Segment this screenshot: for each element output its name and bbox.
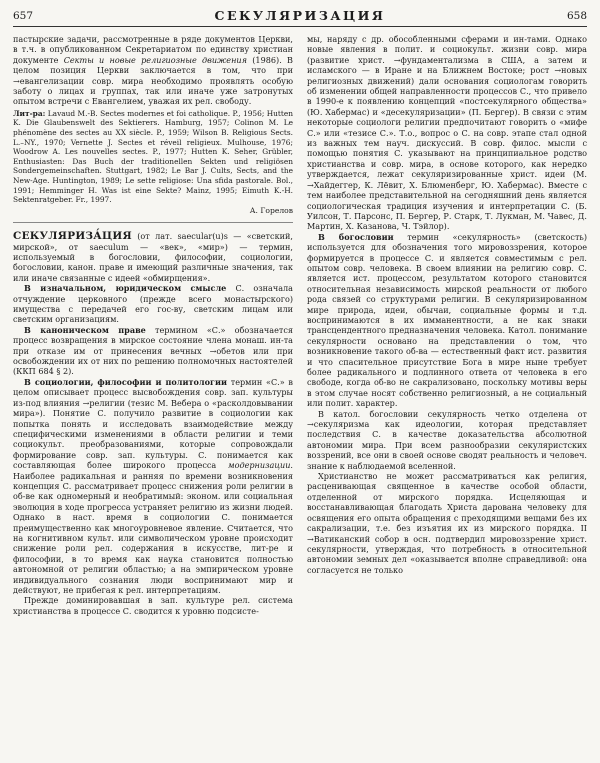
section-paragraph: [13, 325, 293, 377]
paragraph: Христианство не может рассматриваться как религия, расценивающая священное в качестве особой области, отделенной от мирского порядка. Исцеляющая и восстанавливающая благодать Христа дарована человеку для освящения его опыта обращения с преходящими вещами без их сакрализации, т.е. без изъятия их из мирского порядка. II →Ватиканский собор в осн. подтвердил мировоззрение христ. секулярности, утверждая, что потребность в относительной автономии земных дел «оказывается вполне справедливой: она согласуется не только: [307, 471, 587, 575]
page-number-left: 657: [13, 10, 34, 22]
text-run: термин «С.» в целом описывает процесс высвобождения совр. зап. культуры из-под влияния →религии (тезис М. Вебера о «расколдовывании мира»). Понятие С. получило развитие в социологии как попытка понять и исследовать взаимодействие между специфическими изменениями в области религии и теми социокульт. преобразованиями, которые сопровождали формирование совр. зап. культуры. С. понимается как составляющая более широкого процесса: [13, 376, 293, 471]
left-column: [13, 34, 293, 616]
section-heading: В богословии: [318, 231, 394, 242]
article-author: А. Горелов: [249, 205, 293, 215]
section-heading: В изначальном, юридическом смысле: [24, 283, 227, 294]
text-run: С. означала отчуждение церковного (прежде всего монастырского) имущества с передачей его гос-ву, светским лицам или светским организациям.: [13, 283, 293, 325]
running-header: [13, 8, 587, 27]
section-paragraph: [13, 377, 293, 596]
text-run: (1986). В целом позиция Церкви заключается в том, что при →евангелизации совр. мира необходимо проявлять особую заботу о лицах и группах, так или иначе уже затронутых опытом встречи с Евангелием, уважая их рел. свободу.: [13, 54, 293, 107]
text-run: (от лат. saecular(u)s — «светский, мирской», от saeculum — «век», «мир») — термин, используемый в богословии, философии, социологии, богословии, канон. праве и имеющий различные значения, так или иначе связанные с идеей «обмирщения».: [13, 231, 293, 283]
section-heading: В социологии, философии и политологии: [24, 376, 227, 387]
text-run: термин «секулярность» (светскость) используется для обозначения того мировоззрения, которое формируется в процессе С. и является совместимым с рел. опытом совр. человека. В своем влиянии на религию совр. С. является ист. процессом, результатом которого становится относительная независимость мирской реальности от любого рода связей со структурами религии. В секуляризированном мире природа, идеи, обычаи, социальные формы и т.д. воспринимаются в их имманентности, а не как знаки трансцендентного предназначения человека. Катол. понимание секулярности основано на представлении о том, что возникновение такого об-ва — естественный факт ист. развития и что спасительное присутствие Бога в мире ныне требует более радикального и подлинного ответа от человека в его свободе, когда об-во не сакрализовано, поскольку мотивы веры в этом случае носят собственно религиозный, а не социальный или полит. характер.: [307, 231, 588, 409]
paragraph: [13, 34, 293, 107]
text-run: термином «С.» обозначается процесс возвращения в мирское состояние члена монаш. ин-та при отказе им от принесения вечных →обетов или при освобождении их от них по решению полномочных настоятелей (ККП 684 § 2).: [13, 324, 293, 377]
running-title: СЕКУЛЯРИЗАЦИЯ: [214, 8, 386, 23]
literature-label: Лит-ра:: [13, 108, 46, 118]
literature-list: [13, 109, 293, 205]
text-run: . Наиболее радикальная и ранняя по времени возникновения концепция С. рассматривает процесс снижения роли религии в об-ве как одномерный и необратимый: эконом. или социальная эволюция в ходе прогресса устраняет религию из жизни людей. Однако в наст. время в социологии С. понимается преимущественно как многоуровневое явление. Считается, что на когнитивном культ. или символическом уровне происходит снижение роли рел. содержания в искусстве, лит-ре и философии, в то время как наука становится полностью автономной от религии областью; а на эмпирическом уровне индивидуального сознания люди воспринимают мир и действуют, не прибегая к рел. интерпретациям.: [13, 460, 293, 595]
paragraph: Прежде доминировавшая в зап. культуре рел. система христианства в процессе С. сводится к уровню подсисте-: [13, 595, 293, 616]
page-number-right: 658: [566, 10, 587, 22]
literature-text: Lavaud M.-B. Sectes modernes et foi catholique. P., 1956; Hutten K. Die Glaubenswelt des Sektierers. Hamburg, 1957; Colinon M. Le phénomène des sectes au XX siècle. P., 1959; Wilson B. Religious Sects. L.–NY., 1970; Vernette J. Sectes et réveil religieux. Mulhouse, 1976; Woodrow A. Les nouvelles sectes. P., 1977; Hutten K. Seher, Grübler, Enthusiasten: Das Buch der traditionellen Sekten und religiösen Sondergemeinschaften. Stuttgart, 1982; Le Bar J. Cults, Sects, and the New-Age. Huntington, 1989; Le sette religiose: Una sfida pastorale. Bol., 1991; Hemminger H. Was ist eine Sekte? Mainz, 1995; Eimuth K.-H. Sektenratgeber. Fr., 1997.: [13, 108, 293, 205]
section-heading: В каноническом праве: [24, 324, 146, 335]
term-italic: модернизации: [227, 460, 291, 471]
paragraph: В катол. богословии секулярность четко отделена от →секуляризма как идеологии, которая представляет последствия С. в качестве доказательства абсолютной автономии мира. При всем разнообразии секуляристских воззрений, все они в своей основе сводят реальность и человеч. знание к наблюдаемой вселенной.: [307, 408, 587, 471]
document-title: Секты и новые религиозные движения: [63, 54, 247, 65]
right-column: [307, 34, 587, 616]
section-paragraph: [13, 283, 293, 325]
article-divider: [13, 222, 293, 223]
section-paragraph: [307, 232, 587, 409]
two-column-body: [13, 34, 587, 616]
entry-headword: СЕКУЛЯРИЗА́ЦИЯ: [13, 230, 132, 243]
text-run: пастырские задачи, рассмотренные в ряде документов Церкви, в т.ч. в опубликованном Секретариатом по единству христиан документе: [13, 34, 293, 65]
paragraph: мы, наряду с др. обособленными сферами и ин-тами. Однако новые явления в полит. и социокульт. жизни совр. мира (развитие христ. →фундаментализма в США, а затем и исламского — в Иране и на Ближнем Востоке; рост →новых религиозных движений) дали основания социологам говорить об изменении общей направленности процессов С., что привело в 1990-е к появлению концепций «постсекулярного общества» (Ю. Хабермас) и «десекуляризации» (П. Бергер). В связи с этим некоторые социологи религии предпочитают говорить о «мифе С.» или «тезисе С.». Т.о., вопрос о С. на совр. этапе стал одной из важных тем науч. дискуссий. В совр. филос. мысли с помощью понятия С. указывают на принципиальное родство христианства и совр. мира, в основе которого, как нередко утверждается, лежат секуляризированные христ. идеи (М. →Хайдеггер, К. Лёвит, Х. Блюменберг, Ю. Хабермас). Вместе с тем наиболее представительной на сегодняшний день является социологическая традиция изучения и интерпретации С. (Б. Уилсон, Т. Парсонс, П. Бергер, Р. Старк, Т. Лукман, М. Чавес, Д. Мартин, Х. Казанова, Ч. Тэйлор).: [307, 34, 587, 232]
entry-intro: [13, 231, 293, 283]
